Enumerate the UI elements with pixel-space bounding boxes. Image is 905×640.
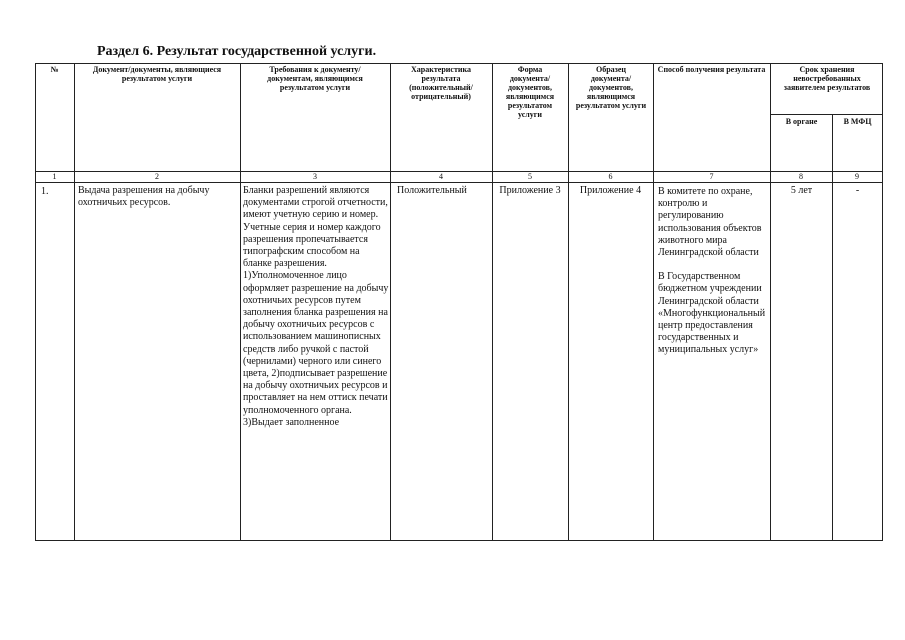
cell-in-organ: 5 лет: [790, 185, 813, 196]
column-number: 3: [313, 172, 317, 181]
method-mfc: В Государственном бюджетном учреждении Ленинградской области «Многофункциональный центр предоставления государственных и муниципальных услуг»: [658, 271, 766, 356]
cell-in-mfc: -: [855, 185, 860, 196]
method-committee: В комитете по охране, контролю и регулированию использования объектов животного мира Ленинградской области: [658, 186, 762, 259]
cell-form: Приложение 3: [499, 185, 561, 196]
result-table: [35, 63, 883, 541]
cell-document: Выдача разрешения на добычу охотничьих ресурсов.: [78, 185, 210, 209]
section-title: Раздел 6. Результат государственной услуги.: [97, 44, 377, 59]
column-number: 1: [52, 172, 57, 181]
column-divider: [390, 63, 391, 541]
cell-method: [658, 186, 768, 357]
header-form: Форма документа/документов, являющимся результатом услуги: [505, 65, 555, 119]
cell-sample: Приложение 4: [579, 185, 642, 196]
table-border-top: [35, 63, 883, 64]
numbers-row-bottom: [35, 182, 883, 183]
header-in-organ: В органе: [785, 117, 818, 126]
header-method: Способ получения результата: [657, 65, 766, 74]
column-divider: [240, 63, 241, 541]
column-number: 2: [155, 172, 159, 181]
header-document: Документ/документы, являющиеся результатом услуги: [92, 65, 222, 83]
column-number: 8: [799, 172, 803, 181]
row-number: 1.: [41, 186, 49, 197]
table-border-right: [882, 63, 883, 541]
column-divider: [492, 63, 493, 541]
cell-characteristic: Положительный: [397, 185, 467, 196]
column-divider: [74, 63, 75, 541]
header-number: №: [50, 65, 59, 74]
header-storage: Срок хранения невостребованных заявителем результатов: [783, 65, 871, 92]
column-divider: [770, 63, 771, 541]
subheader-divider: [770, 114, 883, 115]
table-border-left: [35, 63, 36, 541]
header-in-mfc: В МФЦ: [843, 117, 872, 126]
header-characteristic: Характеристика результата (положительный/отрицательный): [409, 65, 473, 101]
header-requirements: Требования к документу/документам, являющимся результатом услуги: [267, 65, 363, 92]
column-number: 7: [709, 172, 714, 181]
column-divider: [653, 63, 654, 541]
column-number: 5: [528, 172, 532, 181]
table-border-bottom: [35, 540, 883, 541]
header-sample: Образец документа/документов, являющимся результатом услуги: [575, 65, 647, 110]
column-number: 9: [855, 172, 859, 181]
column-number: 4: [439, 172, 443, 181]
column-number: 6: [608, 172, 613, 181]
cell-requirements: Бланки разрешений являются документами строгой отчетности, имеют учетную серию и номер. Учетные серия и номер каждого разрешения пропечатывается типографским способом на бланке разрешения. 1)Уполномоченное лицо оформляет разрешение на добычу охотничьих ресурсов путем заполнения бланка разрешения на добычу охотничьих ресурсов с использованием машинописных средств либо ручкой с пастой (чернилами) черного или синего цвета, 2)подписывает разрешение на добычу охотничьих ресурсов и проставляет на нем оттиск печати уполномоченного органа. 3)Выдает заполненное: [243, 185, 389, 428]
column-divider: [568, 63, 569, 541]
